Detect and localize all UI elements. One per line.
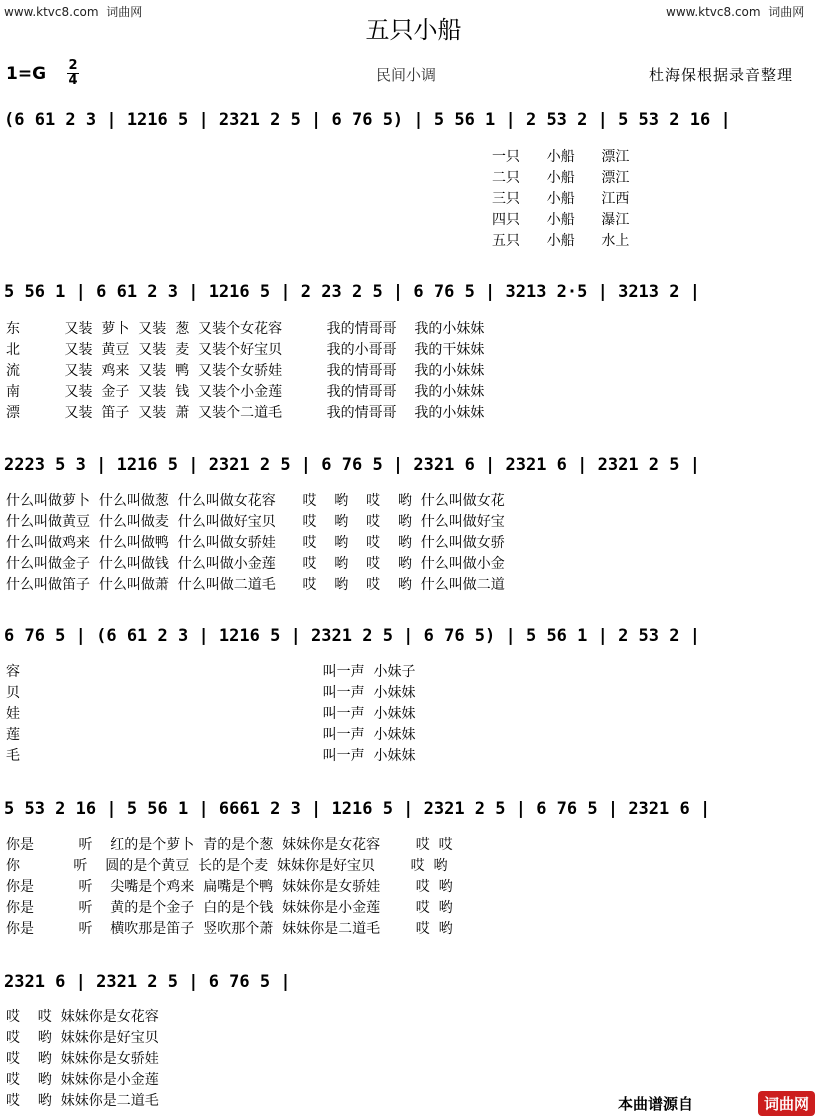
- lyric-4-5: 毛 叫一声 小妹妹: [6, 748, 416, 764]
- lyric-6-2: 哎 哟 妹妹你是好宝贝: [6, 1030, 159, 1046]
- lyric-1-1: 一只 小船 漂江: [492, 149, 630, 165]
- page-title: 五只小船: [365, 16, 462, 44]
- time-signature: [67, 60, 79, 87]
- lyric-2-3: 流 又装 鸡来 又装 鸭 又装个女骄娃 我的情哥哥 我的小妹妹: [6, 363, 485, 379]
- lyric-3-4: 什么叫做金子 什么叫做钱 什么叫做小金莲 哎 哟 哎 哟 什么叫做小金: [6, 556, 505, 572]
- lyric-1-5: 五只 小船 水上: [492, 233, 630, 249]
- notation-line-5: 5 53 2 16 | 5 56 1 | 6661 2 3 | 1216 5 | 2321 2 5 | 6 76 5 | 2321 6 |: [4, 799, 711, 819]
- footer-source-text: 本曲谱源自: [618, 1095, 694, 1113]
- lyric-2-2: 北 又装 黄豆 又装 麦 又装个好宝贝 我的小哥哥 我的干妹妹: [6, 342, 485, 358]
- key-signature: 1=G: [6, 64, 47, 84]
- time-sig-top: 2: [68, 58, 78, 73]
- lyric-3-1: 什么叫做萝卜 什么叫做葱 什么叫做女花容 哎 哟 哎 哟 什么叫做女花: [6, 493, 505, 509]
- lyric-5-4: 你是 听 黄的是个金子 白的是个钱 妹妹你是小金莲 哎 哟: [6, 900, 453, 916]
- genre-label: 民间小调: [376, 66, 437, 84]
- lyric-4-1: 容 叫一声 小妹子: [6, 664, 416, 680]
- lyric-6-1: 哎 哎 妹妹你是女花容: [6, 1009, 159, 1025]
- lyric-4-4: 莲 叫一声 小妹妹: [6, 727, 416, 743]
- notation-line-6: 2321 6 | 2321 2 5 | 6 76 5 |: [4, 972, 291, 992]
- lyric-5-5: 你是 听 横吹那是笛子 竖吹那个萧 妹妹你是二道毛 哎 哟: [6, 921, 453, 937]
- watermark-left[interactable]: www.ktvc8.com 词曲网: [4, 5, 143, 19]
- lyric-3-3: 什么叫做鸡来 什么叫做鸭 什么叫做女骄娃 哎 哟 哎 哟 什么叫做女骄: [6, 535, 505, 551]
- lyric-5-1: 你是 听 红的是个萝卜 青的是个葱 妹妹你是女花容 哎 哎: [6, 837, 453, 853]
- lyric-5-2: 你 听 圆的是个黄豆 长的是个麦 妹妹你是好宝贝 哎 哟: [6, 858, 448, 874]
- watermark-right[interactable]: www.ktvc8.com 词曲网: [666, 5, 805, 19]
- lyric-1-2: 二只 小船 漂江: [492, 170, 630, 186]
- lyric-4-3: 娃 叫一声 小妹妹: [6, 706, 416, 722]
- notation-line-3: 2223 5 3 | 1216 5 | 2321 2 5 | 6 76 5 | 2321 6 | 2321 6 | 2321 2 5 |: [4, 455, 700, 475]
- lyric-6-5: 哎 哟 妹妹你是二道毛: [6, 1093, 159, 1109]
- lyric-3-2: 什么叫做黄豆 什么叫做麦 什么叫做好宝贝 哎 哟 哎 哟 什么叫做好宝: [6, 514, 505, 530]
- lyric-4-2: 贝 叫一声 小妹妹: [6, 685, 416, 701]
- lyric-2-5: 漂 又装 笛子 又装 萧 又装个二道毛 我的情哥哥 我的小妹妹: [6, 405, 485, 421]
- lyric-6-3: 哎 哟 妹妹你是女骄娃: [6, 1051, 159, 1067]
- lyric-2-4: 南 又装 金子 又装 钱 又装个小金莲 我的情哥哥 我的小妹妹: [6, 384, 485, 400]
- lyric-2-1: 东 又装 萝卜 又装 葱 又装个女花容 我的情哥哥 我的小妹妹: [6, 321, 485, 337]
- lyric-3-5: 什么叫做笛子 什么叫做萧 什么叫做二道毛 哎 哟 哎 哟 什么叫做二道: [6, 577, 505, 593]
- lyric-6-4: 哎 哟 妹妹你是小金莲: [6, 1072, 159, 1088]
- time-sig-bottom: 4: [68, 73, 78, 88]
- site-logo[interactable]: 词曲网: [758, 1091, 815, 1116]
- lyric-5-3: 你是 听 尖嘴是个鸡来 扁嘴是个鸭 妹妹你是女骄娃 哎 哟: [6, 879, 453, 895]
- arranger-credit: 杜海保根据录音整理: [649, 66, 794, 84]
- notation-line-4: 6 76 5 | (6 61 2 3 | 1216 5 | 2321 2 5 | 6 76 5) | 5 56 1 | 2 53 2 |: [4, 626, 700, 646]
- lyric-1-3: 三只 小船 江西: [492, 191, 630, 207]
- lyric-1-4: 四只 小船 瀑江: [492, 212, 630, 228]
- notation-line-2: 5 56 1 | 6 61 2 3 | 1216 5 | 2 23 2 5 | 6 76 5 | 3213 2·5 | 3213 2 |: [4, 282, 700, 302]
- notation-line-1: (6 61 2 3 | 1216 5 | 2321 2 5 | 6 76 5) | 5 56 1 | 2 53 2 | 5 53 2 16 |: [4, 110, 731, 130]
